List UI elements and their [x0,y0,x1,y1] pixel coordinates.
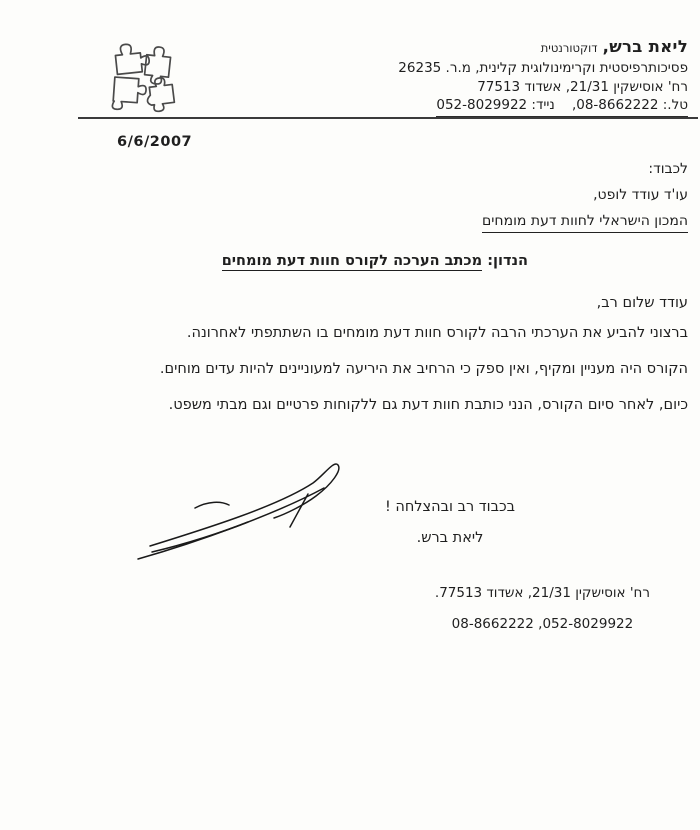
letterhead-degree: דוקטורנטית [540,41,598,55]
subject-title: מכתב הערכה לקורס חוות דעת מומחים [221,253,483,269]
letterhead-phone: טל.: 08-8662222, נייד: 052-8029922 [436,96,688,117]
recipient-organization: המכון הישראלי לחוות דעת מומחים [482,210,688,233]
letterhead [398,36,688,117]
body-paragraph: הקורס היה מעניין ומקיף, ואין ספק כי הרחיב את היריעה למעוניינים להיות עדים מוחים. [159,361,688,377]
letterhead-divider-line [78,117,698,119]
footer-address: רח' אוסישקין 21/31, אשדוד 77513. [434,585,650,601]
subject-prefix: הנדון: [487,253,528,269]
letterhead-name: ליאת ברש, [602,37,688,56]
letterhead-profession: פסיכותרפיסטית וקרימינולוגית קלינית, מ.ר. 26235 [398,60,688,76]
footer-block [435,578,650,640]
recipient-salutation: לכבוד: [648,161,688,177]
greeting: עודד שלום רב, [596,295,688,311]
recipient-block [482,156,688,234]
puzzle-pieces-logo-icon [104,36,184,120]
footer-phones: 052-8029922, 08-8662222 [451,616,634,632]
letterhead-name-line [398,36,688,59]
closing-regards: בכבוד רב ובהצלחה ! [384,499,516,515]
body-paragraph: כיום, לאחר סיום הקורס, הנני כותבת חוות דעת גם ללקוחות פרטיים וגם מבתי משפט. [168,397,688,413]
closing-block [375,492,525,554]
handwritten-signature [128,458,363,563]
recipient-name: עו'ד עודד לופט, [593,187,688,203]
subject-line [222,253,528,269]
body-paragraph: ברצוני להביע את הערכתי הרבה לקורס חוות דעת מומחים בו השתתפתי לאחרונה. [186,325,688,341]
letter-body [160,323,688,431]
letter-date: 6/6/2007 [117,134,193,150]
letterhead-address: רח' אוסישקין 21/31, אשדוד 77513 [477,78,688,95]
closing-signer: ליאת ברש. [416,530,484,546]
